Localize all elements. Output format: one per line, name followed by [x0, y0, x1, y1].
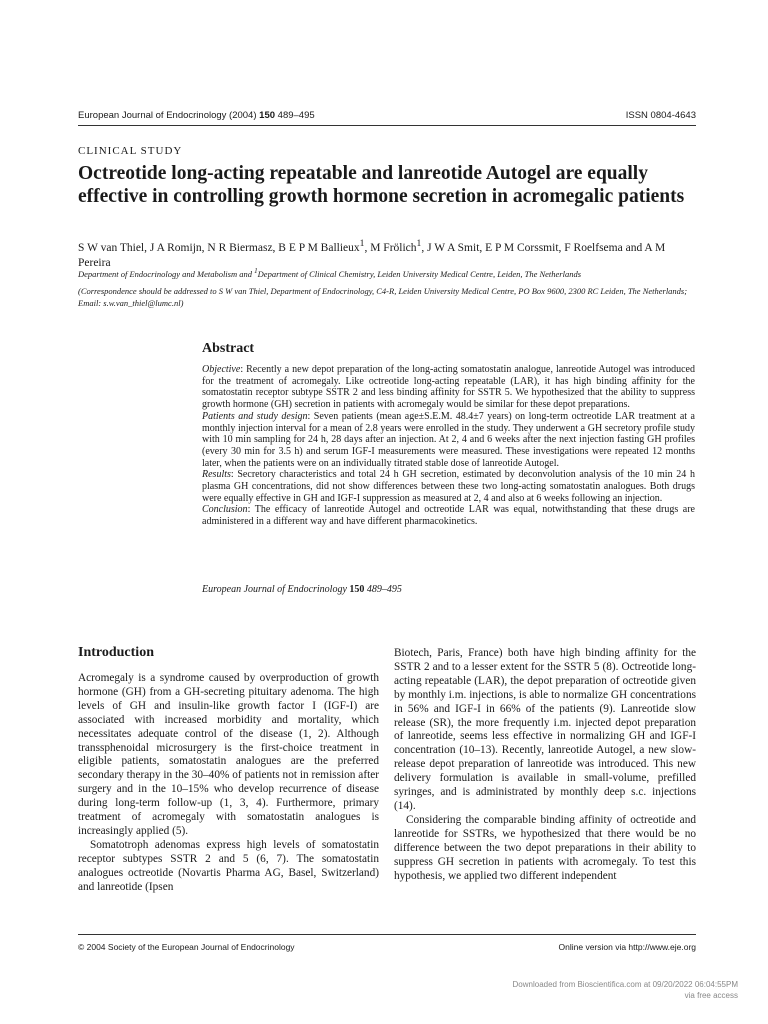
body-column-right — [394, 647, 696, 883]
page-footer — [78, 942, 696, 952]
correspondence: (Correspondence should be addressed to S W van Thiel, Department of Endocrinology, C4-R, Leiden University Medical Centre, PO Box 9600, 2300 RC Leiden, The Netherlands; Email: s.w.van_thiel@lumc.nl) — [78, 286, 688, 308]
affiliation: Department of Endocrinology and Metabolism and $^1$Department of Clinical Chemistry, Leiden University Medical Centre, Leiden, The Netherlands — [78, 267, 582, 279]
abstract-conclusion: Conclusion: The efficacy of lanreotide Autogel and octreotide LAR was equal, notwithstanding that these drugs are administered in a different way and have different pharmacokinetics. — [202, 504, 695, 528]
footer-rule — [78, 934, 696, 935]
paragraph: Acromegaly is a syndrome caused by overproduction of growth hormone (GH) from a GH-secreting pituitary adenoma. The high levels of GH and insulin-like growth factor I (IGF-I) are associated with increased morbidity and mortality, which necessitates adequate control of the disease (1, 2). Although transsphenoidal microsurgery is the first-choice treatment in eligible patients, somatostatin analogues are the preferred secondary therapy in the 30–40% of patients not in remission after surgery and in the 10–15% who develop recurrence of disease during long-term follow-up (1, 3, 4). Furthermore, primary treatment of acromegaly with somatostatin analogues is increasingly applied (5). — [78, 672, 379, 837]
issn: ISSN 0804-4643 — [625, 110, 696, 121]
download-stamp: Downloaded from Bioscientifica.com at 09/20/2022 06:04:55PM via free access — [512, 980, 738, 1000]
paragraph: Somatotroph adenomas express high levels of somatostatin receptor subtypes SSTR 2 and 5 (6, 7). The somatostatin analogues octreotide (Novartis Pharma AG, Basel, Switzerland) and lanreotide (Ipsen — [78, 838, 379, 893]
citation: European Journal of Endocrinology 150 489–495 — [202, 584, 402, 595]
paragraph: Biotech, Paris, France) both have high binding affinity for the SSTR 2 and to a lesser extent for the SSTR 5 (8). Octreotide long-acting repeatable (LAR), the depot preparation of octreotide given by monthly i.m. injections, is able to normalize GH concentrations in 56% and IGF-I in 66% of the patients (9). Lanreotide slow release (SR), the more frequently i.m. injected depot preparation of lanreotide, seems less effective in normalizing GH and IGF-I concentration (10–13). Recently, lanreotide Autogel, a new slow-release depot preparation of lanreotide was introduced. This new delivery formulation is available in small-volume, prefilled syringes, and is administrated by monthly deep s.c. injections (14). — [394, 647, 696, 812]
abstract-design: Patients and study design: Seven patients (mean age±S.E.M. 48.4±7 years) on long-term octreotide LAR treatment at a monthly injection interval for a mean of 2.8 years were enrolled in the study. They underwent a GH secretory profile study with 10 min sampling for 24 h, 28 days after an injection. At 2, 4 and 6 weeks after the next injection fasting GH profiles (every 30 min for 3.5 h) and serum IGF-I measurements were measured. These investigations were repeated 12 months later, when the patients were on an individually titrated stable dose of lanreotide Autogel. — [202, 410, 695, 469]
abstract-body — [202, 364, 695, 528]
body-column-left — [78, 672, 379, 895]
section-label: CLINICAL STUDY — [78, 145, 183, 157]
abstract-objective: Objective: Recently a new depot preparation of the long-acting somatostatin analogue, lanreotide Autogel was introduced for the treatment of acromegaly. Like octreotide long-acting repeatable (LAR), it has high binding affinity for the somatostatin receptor subtype SSTR 2 and less binding affinity for SSTR 5. We hypothesized that the ability to suppress growth hormone (GH) secretion in patients with acromegaly would be similar for these depot preparations. — [202, 364, 695, 411]
abstract-heading: Abstract — [202, 341, 255, 356]
introduction-heading: Introduction — [78, 645, 154, 660]
paragraph: Considering the comparable binding affinity of octreotide and lanreotide for SSTRs, we hypothesized that there would be no difference between the two depot preparations in their ability to suppress GH secretion in patients with acromegaly. To test this hypothesis, we applied two different independent — [394, 813, 696, 882]
online-version: Online version via http://www.eje.org — [558, 942, 696, 952]
running-header — [78, 110, 696, 121]
article-title: Octreotide long-acting repeatable and lanreotide Autogel are equally effective in controlling growth hormone secretion in acromegalic patients — [78, 163, 685, 207]
copyright: © 2004 Society of the European Journal of Endocrinology — [78, 942, 295, 952]
author-list: S W van Thiel, J A Romijn, N R Biermasz, B E P M Ballieux$^1$, M Frölich$^1$, J W A Smit, E P M Corssmit, F Roelfsema and A M Pereira — [78, 238, 666, 269]
journal-reference: European Journal of Endocrinology (2004) 150 489–495 — [78, 110, 315, 121]
header-rule — [78, 125, 696, 126]
abstract-results: Results: Secretory characteristics and total 24 h GH secretion, estimated by deconvolution analysis of the 10 min 24 h plasma GH concentrations, did not show differences between these two long-acting somatostatin analogues. Both drugs were equally effective in GH and IGF-I suppression as measured at 2, 4 and also at 6 weeks following an injection. — [202, 469, 695, 504]
